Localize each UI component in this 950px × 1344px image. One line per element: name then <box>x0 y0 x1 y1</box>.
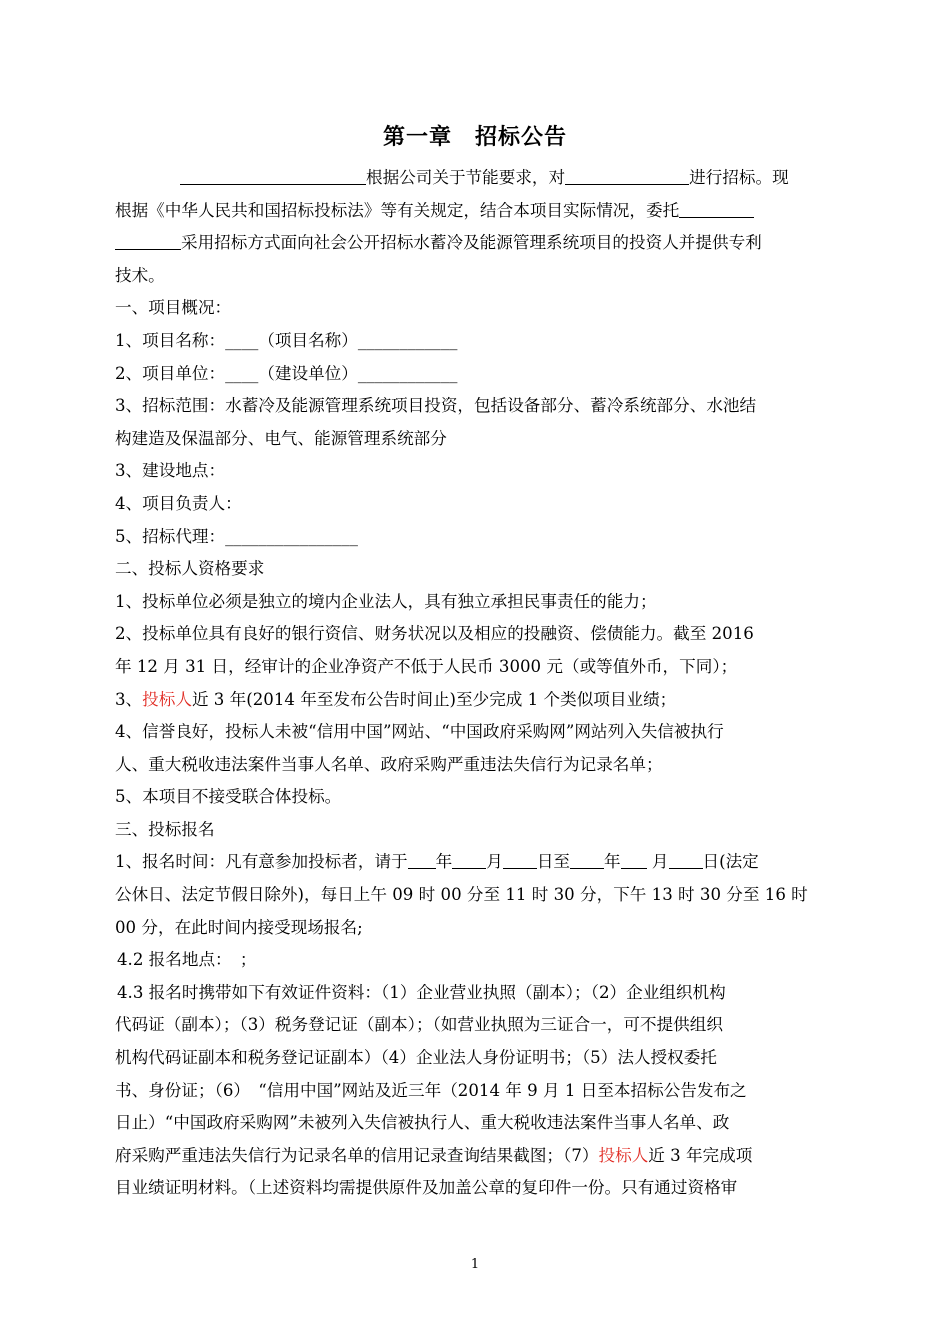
scope-line-2: 构建造及保温部分、电气、能源管理系统部分 <box>115 428 447 448</box>
section-3-heading: 三、投标报名 <box>115 819 215 839</box>
requirement-3 <box>115 684 853 717</box>
documents-line-6 <box>115 1140 853 1173</box>
blank-agent-1 <box>679 195 754 218</box>
requirement-2a: 2、投标单位具有良好的银行资信、财务状况以及相应的投融资、偿债能力。截至 2016 <box>115 624 754 644</box>
blank-month-2 <box>621 846 647 869</box>
agent-line: 5、招标代理：________________ <box>115 526 358 546</box>
documents-line-2: 代码证（副本）；（3）税务登记证（副本）；（如营业执照为三证合一，可不提供组织 <box>115 1015 723 1035</box>
label-day-2: 日(法定 <box>702 852 759 872</box>
documents-line-6-suffix: 近 3 年完成项 <box>648 1145 753 1165</box>
intro-text-3a: 采用招标方式面向社会公开招标水蓄冷及能源管理系统项目的投资人并提供专利 <box>181 233 762 253</box>
blank-year-1 <box>408 846 436 869</box>
intro-text-2a: 根据《中华人民共和国招标投标法》等有关规定，结合本项目实际情况，委托 <box>115 200 680 220</box>
blank-day-2 <box>669 846 703 869</box>
registration-location: 4.2 报名地点： ； <box>117 950 257 970</box>
page-number: 1 <box>470 1257 480 1272</box>
documents-line-3: 机构代码证副本和税务登记证副本）（4）企业法人身份证明书；（5）法人授权委托 <box>115 1048 717 1068</box>
label-month-2: 月 <box>651 852 669 872</box>
requirement-4b: 人、重大税收违法案件当事人名单、政府采购严重违法失信行为记录名单； <box>115 754 663 774</box>
highlight-bidder-2: 投标人 <box>598 1145 649 1165</box>
project-name-line: 1、项目名称：____（项目名称）____________ <box>115 330 458 350</box>
requirement-1: 1、投标单位必须是独立的境内企业法人，具有独立承担民事责任的能力； <box>115 591 657 611</box>
registration-time-line-1 <box>115 846 853 879</box>
requirement-3-prefix: 3、 <box>115 689 143 709</box>
blank-day-1 <box>503 846 537 869</box>
requirement-2b: 年 12 月 31 日，经审计的企业净资产不低于人民币 3000 元（或等值外币，下同）； <box>115 656 738 676</box>
documents-line-7: 目业绩证明材料。（上述资料均需提供原件及加盖公章的复印件一份。只有通过资格审 <box>115 1178 738 1198</box>
documents-line-6-prefix: 府采购严重违法失信行为记录名单的信用记录查询结果截图；（7） <box>115 1145 599 1165</box>
registration-time-line-3: 00 分，在此时间内接受现场报名; <box>115 917 363 937</box>
intro-text-1a: 根据公司关于节能要求，对 <box>366 168 566 187</box>
document-body <box>115 162 853 1205</box>
blank-company <box>180 162 366 185</box>
documents-line-1: 4.3 报名时携带如下有效证件资料：（1）企业营业执照（副本）；（2）企业组织机构 <box>117 982 726 1002</box>
registration-time-line-2: 公休日、法定节假日除外)，每日上午 09 时 00 分至 11 时 30 分，下午 13 时 30 分至 16 时 <box>115 885 808 905</box>
blank-project <box>565 162 689 185</box>
location-line: 3、建设地点： <box>115 461 226 481</box>
blank-year-2 <box>570 846 604 869</box>
blank-agent-2 <box>115 227 181 250</box>
manager-line: 4、项目负责人： <box>115 493 242 513</box>
label-year-1: 年 <box>435 852 453 872</box>
label-month-1: 月 <box>486 852 503 872</box>
intro-line-2 <box>115 195 853 228</box>
chapter-title: 第一章 招标公告 <box>382 125 567 150</box>
blank-month-1 <box>452 846 486 869</box>
requirement-3-text: 近 3 年(2014 年至发布公告时间止)至少完成 1 个类似项目业绩； <box>191 689 677 709</box>
section-1-heading: 一、项目概况： <box>115 298 232 318</box>
intro-line-3 <box>115 227 853 260</box>
requirement-5: 5、本项目不接受联合体投标。 <box>115 787 342 807</box>
project-unit-line: 2、项目单位：____（建设单位）____________ <box>115 363 458 383</box>
scope-line-1: 3、招标范围：水蓄冷及能源管理系统项目投资，包括设备部分、蓄冷系统部分、水池结 <box>115 396 757 416</box>
label-day-1: 日至 <box>536 852 571 872</box>
intro-line-1 <box>115 162 853 195</box>
section-2-heading: 二、投标人资格要求 <box>115 559 265 579</box>
requirement-4a: 4、信誉良好，投标人未被“信用中国”网站、“中国政府采购网”网站列入失信被执行 <box>115 722 724 742</box>
intro-line-4: 技术。 <box>115 265 165 285</box>
highlight-bidder: 投标人 <box>142 689 192 709</box>
label-year-2: 年 <box>604 852 621 872</box>
documents-line-4: 书、身份证；（6） “信用中国”网站及近三年（2014 年 9 月 1 日至本招标公告发布之 <box>115 1080 747 1100</box>
registration-time-prefix: 1、报名时间：凡有意参加投标者，请于 <box>115 852 408 872</box>
intro-text-1b: 进行招标。现 <box>689 168 789 187</box>
documents-line-5: 日止）“中国政府采购网”未被列入失信被执行人、重大税收违法案件当事人名单、政 <box>115 1113 730 1133</box>
